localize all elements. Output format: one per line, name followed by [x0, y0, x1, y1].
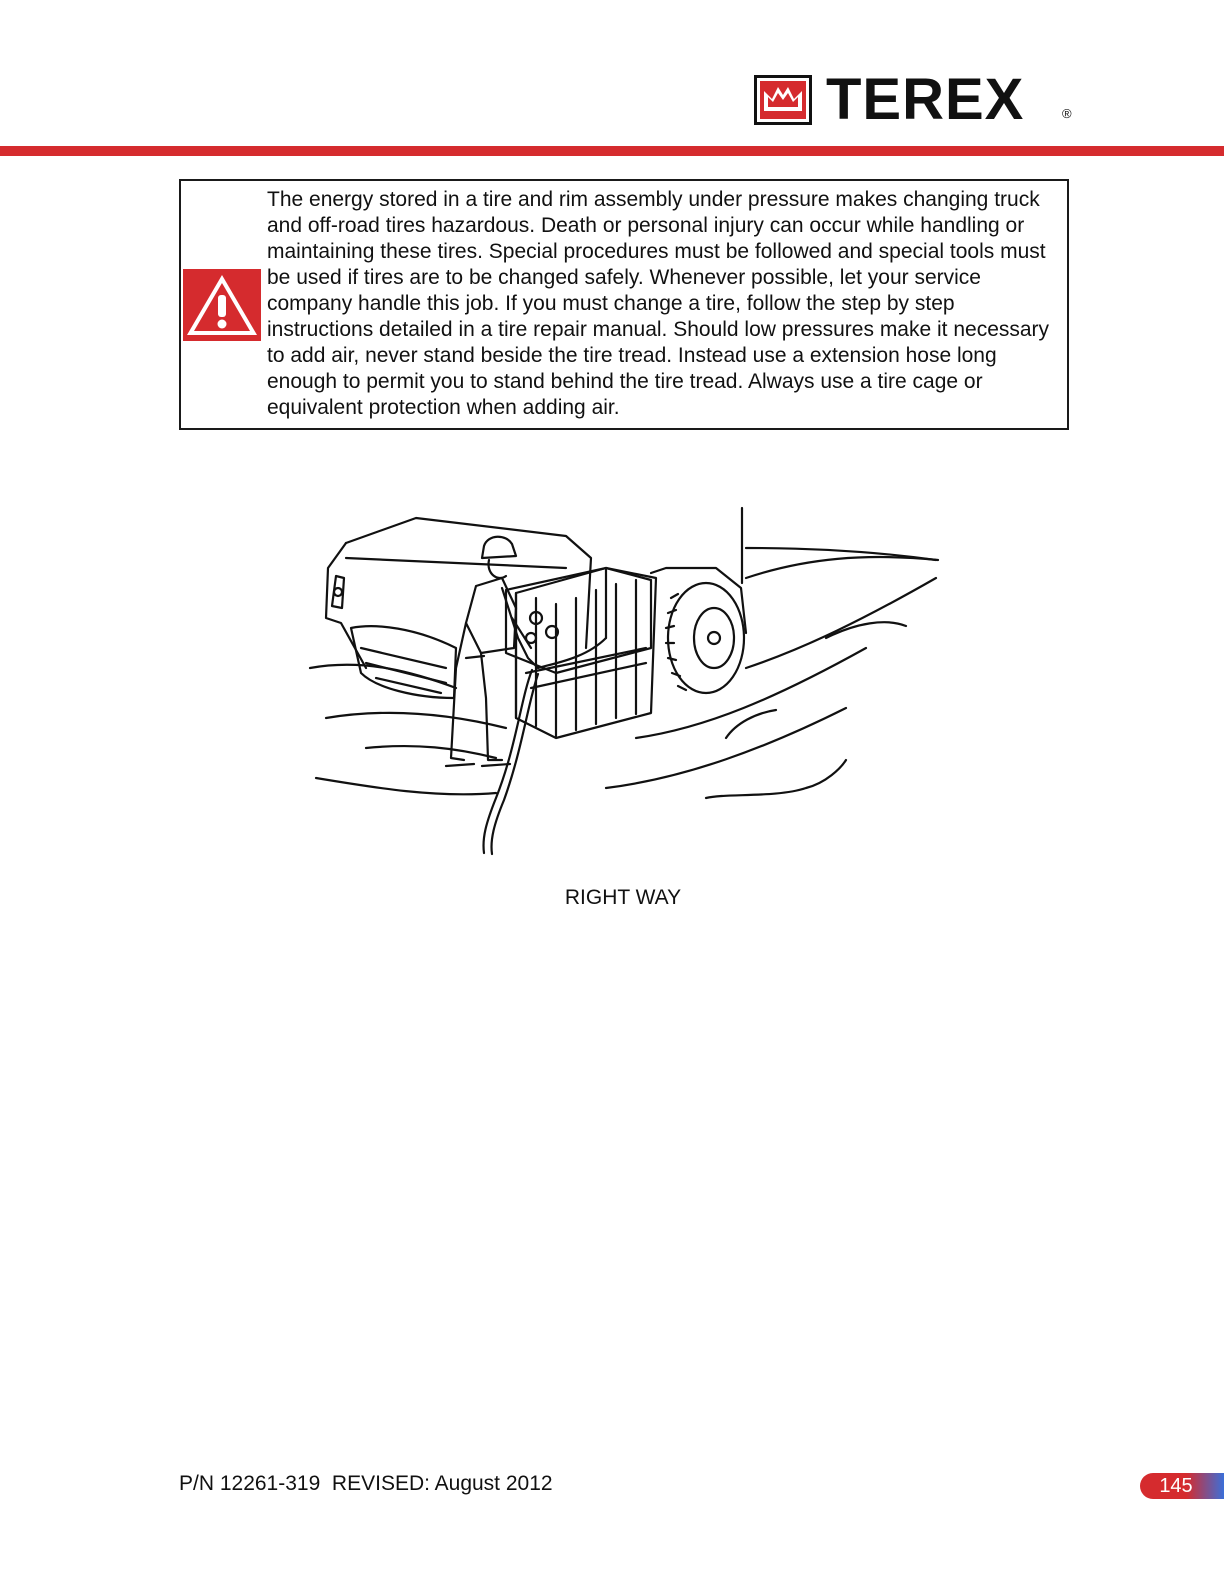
tire-inflation-illustration: [306, 498, 946, 858]
figure-caption: RIGHT WAY: [564, 886, 682, 909]
page-number-badge: 145: [1140, 1473, 1224, 1499]
terex-crown-icon: [754, 75, 812, 125]
terex-logo: [754, 67, 1025, 132]
warning-box: [179, 179, 1069, 430]
header-rule: [0, 146, 1224, 156]
warning-text: The energy stored in a tire and rim assembly under pressure makes changing truck and off-road tires hazardous. Death or personal injury can occur while handling or maintaining these tires. Special procedures must be followed and special tools must be used if tires are to be changed safely. Whenever possible, let your service company handle this job. If you must change a tire, follow the step by step instructions detailed in a tire repair manual. Should low pressures make it necessary to add air, never stand beside the tire tread. Instead use a extension hose long enough to permit you to stand behind the tire tread. Always use a tire cage or equivalent protection when adding air.: [267, 188, 1050, 419]
registered-mark: ®: [1062, 106, 1072, 121]
part-number-revision: P/N 12261-319 REVISED: August 2012: [179, 1472, 553, 1495]
brand-name: TEREX: [826, 67, 1025, 132]
warning-triangle-icon: [183, 269, 261, 341]
